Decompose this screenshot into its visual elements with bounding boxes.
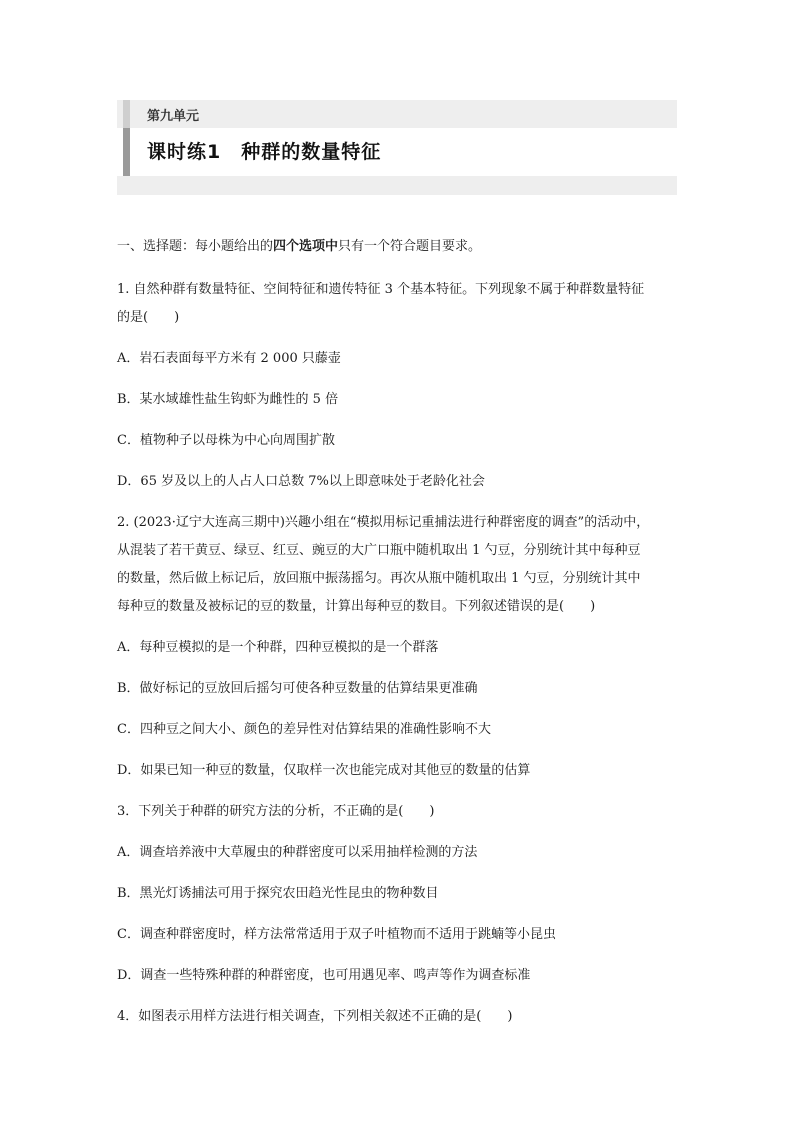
stem-line: 从混装了若干黄豆、绿豆、红豆、豌豆的大广口瓶中随机取出 1 勺豆，分别统计其中每种豆 — [117, 543, 641, 558]
section-heading-emphasis: 四个选项中 — [273, 239, 339, 254]
question-stem — [117, 513, 682, 617]
stem-line: 1. 自然种群有数量特征、空间特征和遗传特征 3 个基本特征。下列现象不属于种群数量特征 — [117, 282, 645, 297]
question-3 — [117, 802, 682, 986]
question-stem — [117, 280, 682, 328]
unit-header — [117, 100, 677, 195]
option-c: C．四种豆之间大小、颜色的差异性对估算结果的准确性影响不大 — [117, 722, 491, 737]
question-1 — [117, 280, 682, 492]
option-d: D．如果已知一种豆的数量，仅取样一次也能完成对其他豆的数量的估算 — [117, 763, 531, 778]
section-heading — [117, 237, 682, 257]
question-2 — [117, 513, 682, 781]
stem-line: 每种豆的数量及被标记的豆的数量，计算出每种豆的数目。下列叙述错误的是( ) — [117, 599, 596, 614]
title-accent — [123, 128, 130, 176]
page-title: 课时练1 种群的数量特征 — [147, 141, 382, 163]
option-a: A．调查培养液中大草履虫的种群密度可以采用抽样检测的方法 — [117, 845, 478, 860]
section-heading-prefix: 一、选择题：每小题给出的 — [117, 239, 274, 254]
header-bottom-bar — [117, 176, 677, 195]
option-d: D．调查一些特殊种群的种群密度，也可用遇见率、鸣声等作为调查标准 — [117, 968, 531, 983]
stem-line: 2. (2023·辽宁大连高三期中)兴趣小组在“模拟用标记重捕法进行种群密度的调查”的活动中， — [117, 515, 650, 530]
option-d: D．65 岁及以上的人占人口总数 7%以上即意味处于老龄化社会 — [117, 474, 485, 489]
unit-label-accent — [123, 100, 130, 128]
stem-line: 的是( ) — [117, 310, 180, 325]
question-stem — [117, 802, 682, 822]
document-body — [117, 237, 682, 1048]
option-c: C．调查种群密度时，样方法常常适用于双子叶植物而不适用于跳蝻等小昆虫 — [117, 927, 556, 942]
option-c: C．植物种子以母株为中心向周围扩散 — [117, 433, 335, 448]
stem-line: 3．下列关于种群的研究方法的分析，不正确的是( ) — [117, 804, 435, 819]
stem-line: 4．如图表示用样方法进行相关调查，下列相关叙述不正确的是( ) — [117, 1009, 513, 1024]
unit-label-bar — [117, 100, 677, 128]
option-a: A．每种豆模拟的是一个种群，四种豆模拟的是一个群落 — [117, 640, 439, 655]
option-b: B．某水域雄性盐生钩虾为雌性的 5 倍 — [117, 392, 339, 407]
option-a: A．岩石表面每平方米有 2 000 只藤壶 — [117, 351, 341, 366]
option-b: B．黑光灯诱捕法可用于探究农田趋光性昆虫的物种数目 — [117, 886, 439, 901]
stem-line: 的数量，然后做上标记后，放回瓶中振荡摇匀。再次从瓶中随机取出 1 勺豆，分别统计其中 — [117, 571, 641, 586]
question-stem — [117, 1007, 682, 1027]
option-b: B．做好标记的豆放回后摇匀可使各种豆数量的估算结果更准确 — [117, 681, 478, 696]
question-4 — [117, 1007, 682, 1027]
unit-label: 第九单元 — [147, 109, 200, 124]
section-heading-suffix: 只有一个符合题目要求。 — [338, 239, 482, 254]
